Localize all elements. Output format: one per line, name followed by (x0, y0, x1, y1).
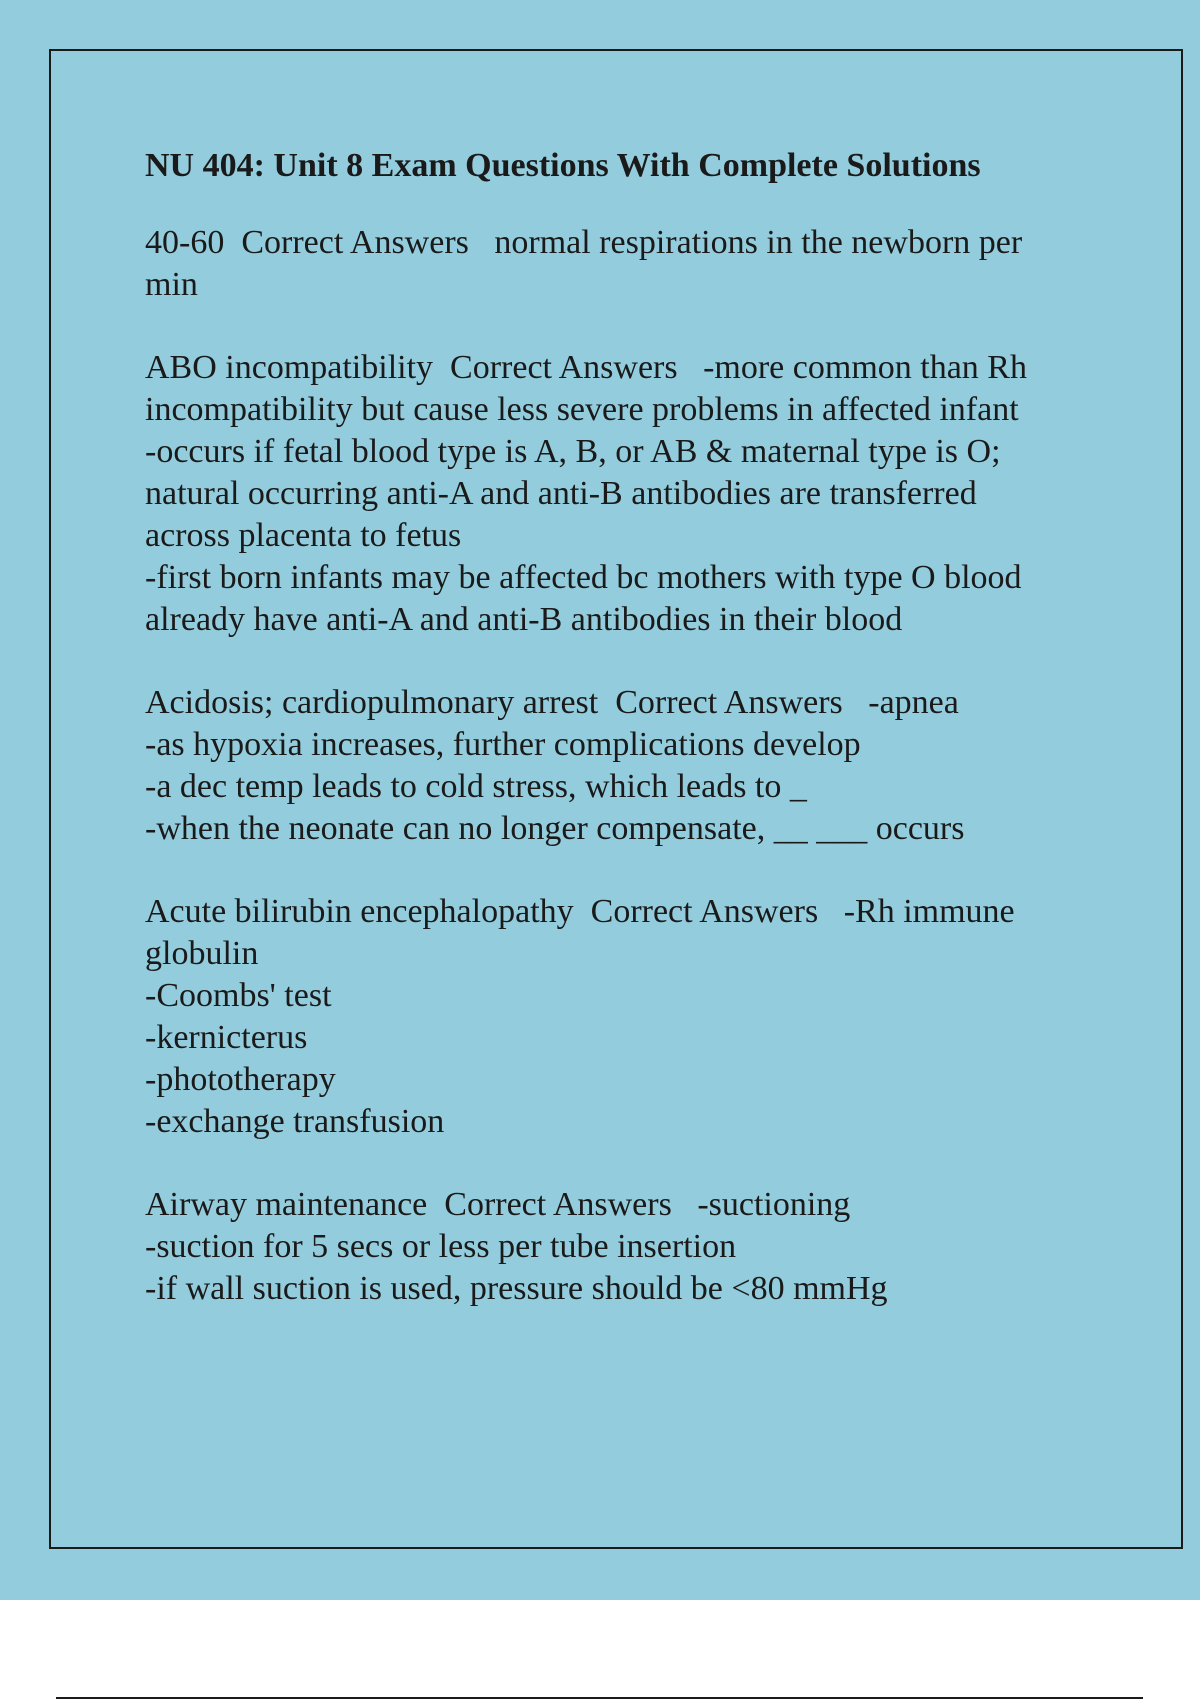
document-content (145, 142, 1105, 1351)
entry-line: -occurs if fetal blood type is A, B, or AB & maternal type is O; (145, 433, 1001, 470)
entry-line: -as hypoxia increases, further complications develop (145, 726, 861, 763)
entry-line: Acute bilirubin encephalopathy Correct Answers -Rh immune (145, 893, 1015, 930)
entry-line: globulin (145, 935, 259, 972)
qa-entry-bilirubin-encephalopathy (145, 891, 1105, 1143)
entry-line: -exchange transfusion (145, 1103, 445, 1140)
entry-line: Airway maintenance Correct Answers -suctioning (145, 1186, 851, 1223)
entry-line: incompatibility but cause less severe problems in affected infant (145, 391, 1019, 428)
qa-entry-airway-maintenance (145, 1184, 1105, 1310)
entry-line: -a dec temp leads to cold stress, which leads to _ (145, 768, 807, 805)
qa-entry-respirations (145, 222, 1105, 306)
entry-line: -first born infants may be affected bc mothers with type O blood (145, 559, 1022, 596)
entry-line: -kernicterus (145, 1019, 308, 1056)
footer-divider (56, 1697, 1143, 1699)
entry-line: across placenta to fetus (145, 517, 462, 554)
entry-line: -phototherapy (145, 1061, 336, 1098)
entry-line: 40-60 Correct Answers normal respirations in the newborn per (145, 224, 1023, 261)
entry-line: Acidosis; cardiopulmonary arrest Correct Answers -apnea (145, 684, 959, 721)
qa-entry-abo-incompatibility (145, 347, 1105, 641)
entry-line: already have anti-A and anti-B antibodies in their blood (145, 601, 903, 638)
entry-line: min (145, 266, 198, 303)
qa-entry-acidosis (145, 682, 1105, 850)
entry-line: natural occurring anti-A and anti-B antibodies are transferred (145, 475, 977, 512)
document-title: NU 404: Unit 8 Exam Questions With Complete Solutions (145, 147, 981, 184)
entry-line: -when the neonate can no longer compensate, __ ___ occurs (145, 810, 965, 847)
entry-line: -if wall suction is used, pressure should be <80 mmHg (145, 1270, 888, 1307)
entry-line: ABO incompatibility Correct Answers -more common than Rh (145, 349, 1027, 386)
entry-line: -Coombs' test (145, 977, 332, 1014)
entry-line: -suction for 5 secs or less per tube insertion (145, 1228, 737, 1265)
